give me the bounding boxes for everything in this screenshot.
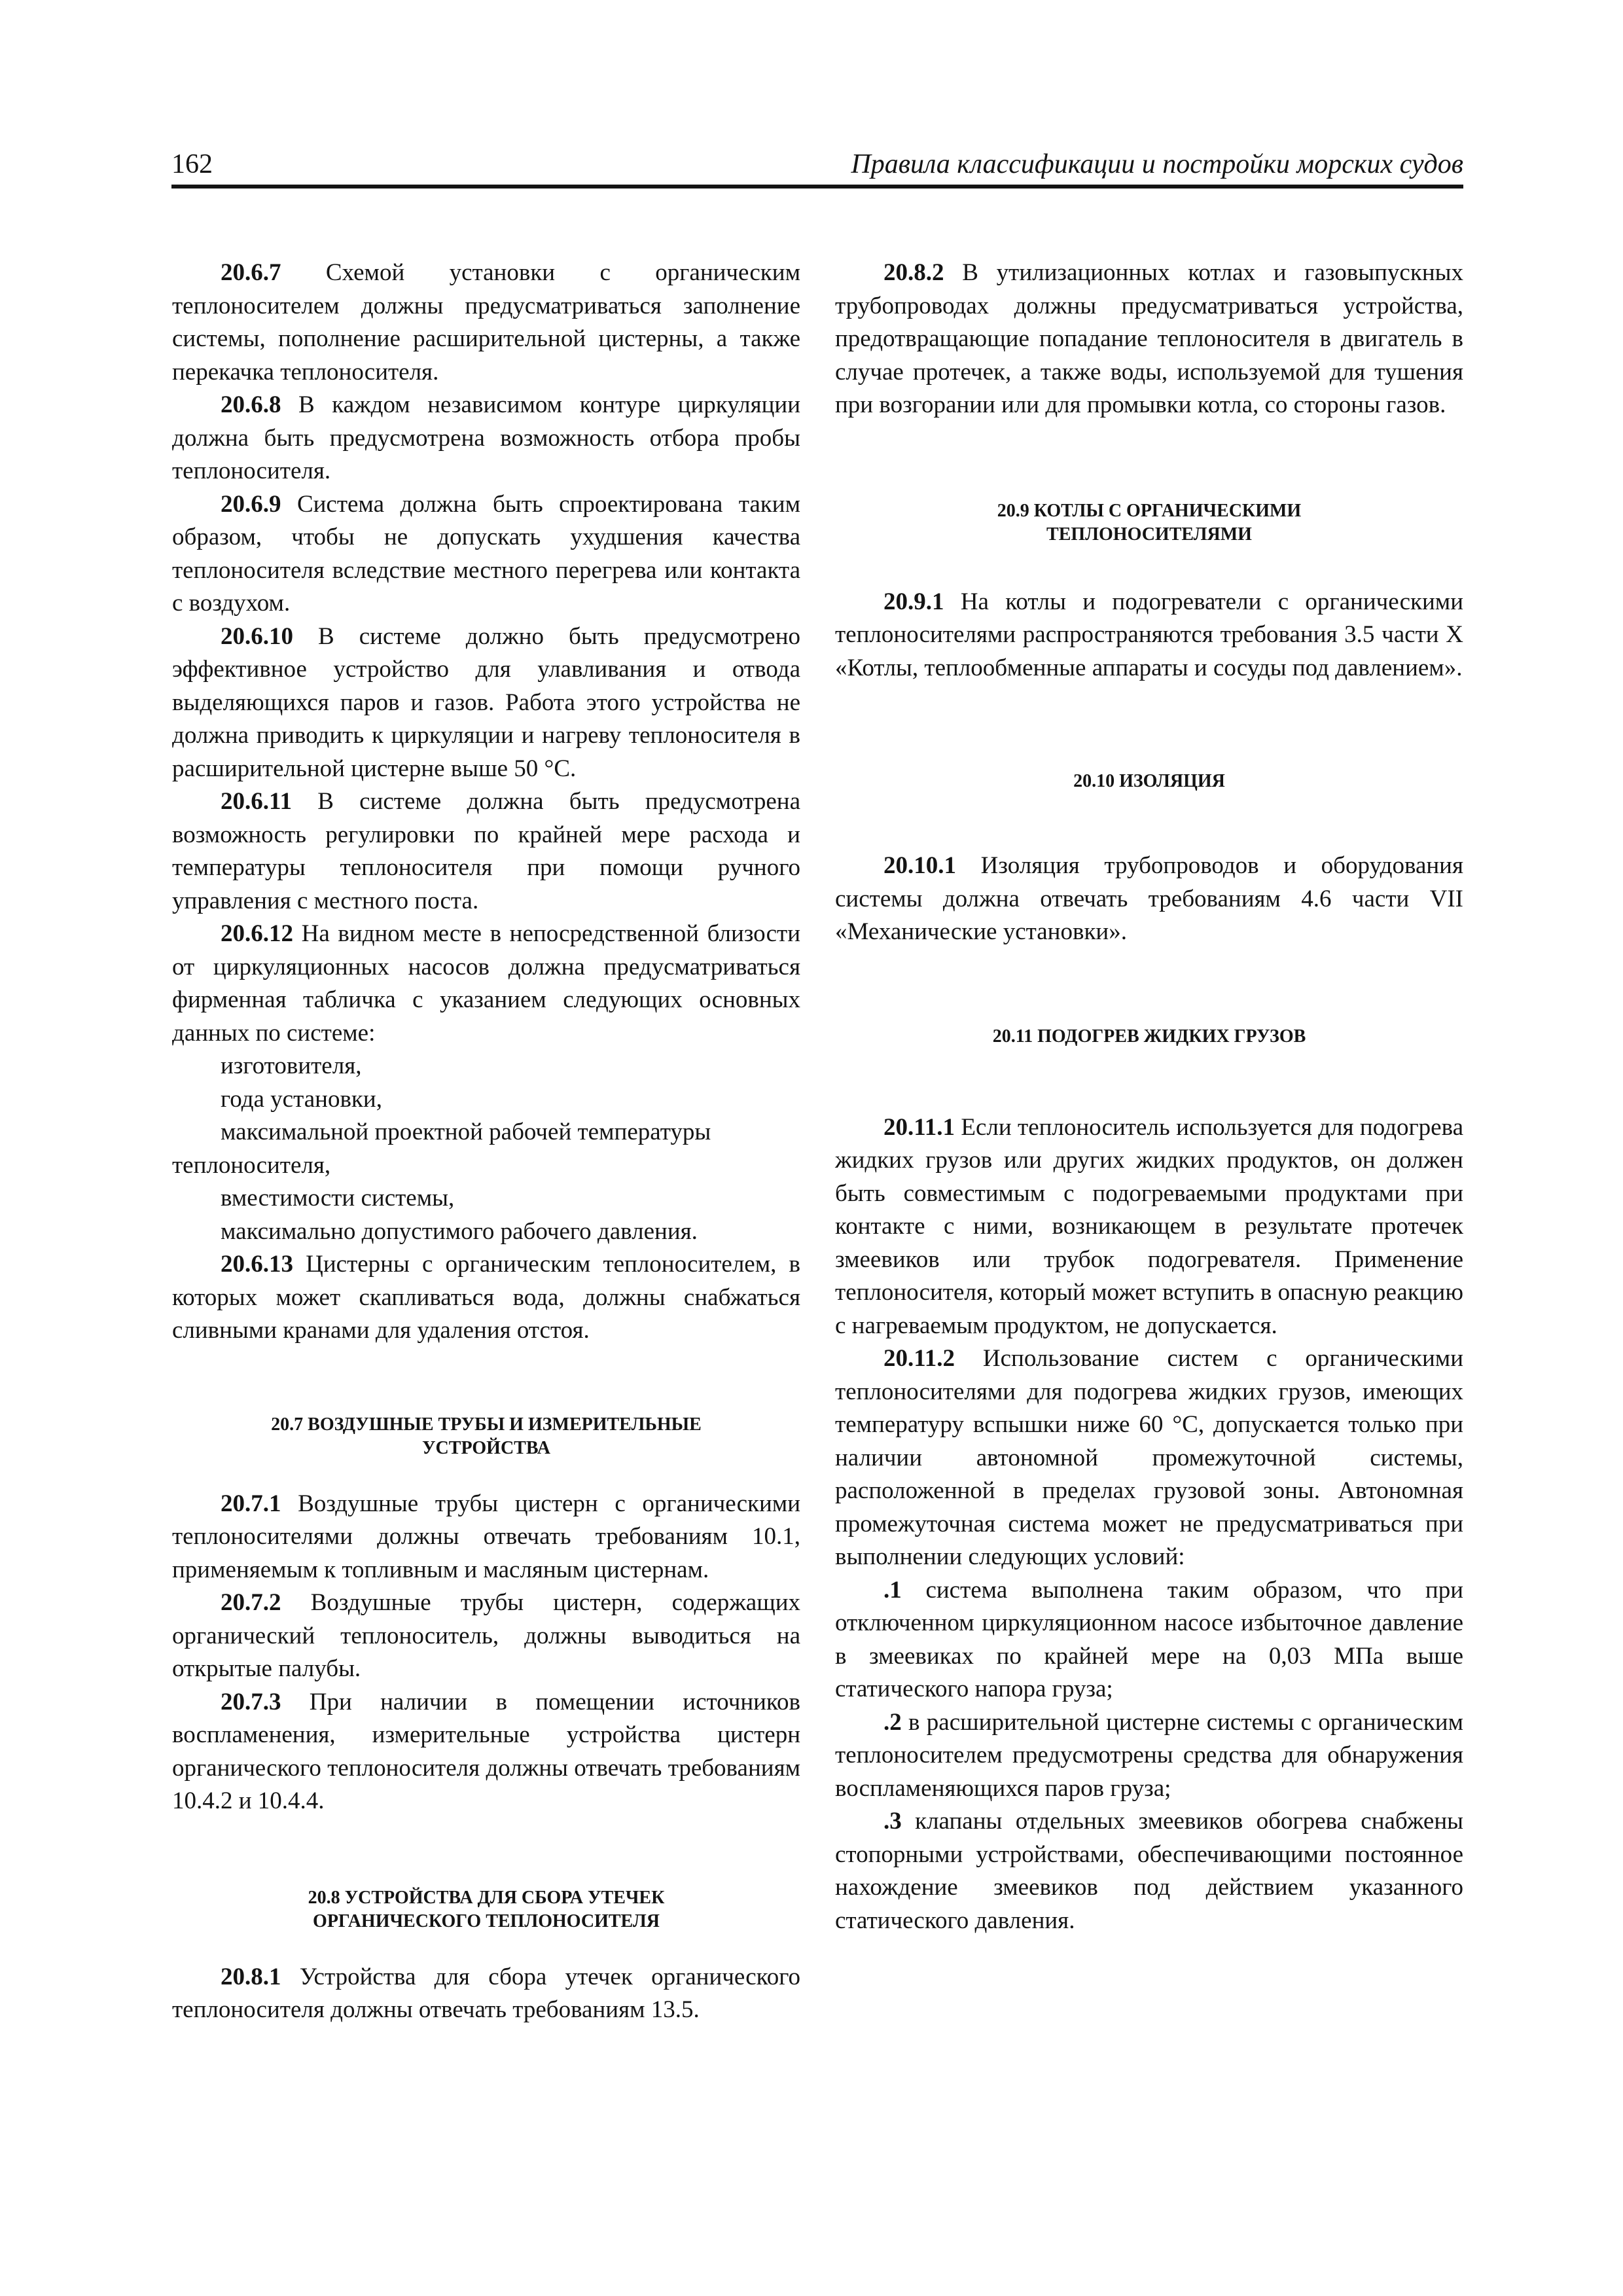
list-item: максимальной проектной рабочей температуры	[221, 1119, 711, 1145]
clause-text: Если теплоноситель используется для подогрева жидких грузов или других жидких продуктов, он должен быть совместимым с подогреваемыми продуктами при контакте с ними, возникающем в результате протечек змеевиков или трубок подогревателя. Применение теплоносителя, который может вступить в опасную реакцию с нагреваемым продуктом, не допускается.	[835, 1113, 1463, 1339]
clause-number: 20.6.7	[221, 259, 281, 286]
clause-text: На котлы и подогреватели с органическими теплоносителями распространяются требования 3.5 части X «Котлы, теплообменные аппараты и сосуды под давлением».	[835, 588, 1463, 681]
condition-2	[835, 1706, 1463, 1806]
list-item: года установки,	[221, 1085, 382, 1113]
clause-number: 20.7.3	[221, 1688, 281, 1715]
clause-number: 20.6.9	[221, 490, 281, 518]
clause-number: 20.6.11	[221, 788, 292, 815]
heading-line: УСТРОЙСТВА	[422, 1437, 550, 1458]
list-item: максимально допустимого рабочего давления.	[221, 1217, 698, 1245]
condition-text: клапаны отдельных змеевиков обогрева снабжены стопорными устройствами, обеспечивающими постоянное нахождение змеевиков под действием указанного статического давления.	[835, 1808, 1463, 1934]
page-number: 162	[171, 149, 213, 179]
paragraph-20-11-2	[835, 1342, 1463, 1574]
clause-number: 20.7.1	[221, 1490, 281, 1517]
clause-text: При наличии в помещении источников воспламенения, измерительные устройства цистерн органического теплоносителя должны отвечать требованиям 10.4.2 и 10.4.4.	[172, 1688, 800, 1814]
condition-text: в расширительной цистерне системы с органическим теплоносителем предусмотрены средства для обнаружения воспламеняющихся паров груза;	[835, 1708, 1463, 1802]
heading-line: 20.7 ВОЗДУШНЫЕ ТРУБЫ И ИЗМЕРИТЕЛЬНЫЕ	[271, 1414, 702, 1435]
paragraph-20-6-8	[172, 389, 800, 488]
heading-line: ТЕПЛОНОСИТЕЛЯМИ	[1046, 524, 1252, 545]
clause-number: 20.8.1	[221, 1963, 281, 1990]
paragraph-20-7-1	[172, 1488, 800, 1587]
heading-line: 20.11 ПОДОГРЕВ ЖИДКИХ ГРУЗОВ	[992, 1026, 1306, 1047]
section-heading-20-11	[835, 1025, 1463, 1049]
list-item-continuation: теплоносителя,	[172, 1151, 331, 1179]
right-column	[835, 257, 1463, 1937]
paragraph-20-8-1	[172, 1961, 800, 2027]
paragraph-20-10-1	[835, 850, 1463, 949]
paragraph-20-9-1	[835, 586, 1463, 685]
paragraph-20-6-12	[172, 918, 800, 1050]
paragraph-20-6-13	[172, 1248, 800, 1348]
paragraph-20-7-3	[172, 1686, 800, 1818]
paragraph-20-8-2	[835, 257, 1463, 422]
clause-text: Воздушные трубы цистерн с органическими теплоносителями должны отвечать требованиям 10.1, применяемым к топливным и масляным цистернам.	[172, 1490, 800, 1583]
clause-number: 20.6.12	[221, 920, 293, 947]
clause-number: 20.10.1	[883, 852, 956, 879]
clause-number: 20.11.1	[883, 1113, 955, 1141]
clause-text: Цистерны с органическим теплоносителем, в которых может скапливаться вода, должны снабжаться сливными кранами для удаления отстоя.	[172, 1251, 800, 1344]
clause-number: 20.7.2	[221, 1589, 281, 1616]
page-header	[171, 145, 1463, 188]
clause-number: 20.6.13	[221, 1251, 293, 1278]
clause-text: В утилизационных котлах и газовыпускных трубопроводах должны предусматриваться устройства, предотвращающие попадание теплоносителя в двигатель в случае протечек, а также воды, используемой для тушения при возгорании или для промывки котла, со стороны газов.	[835, 259, 1463, 418]
clause-text: Использование систем с органическими теплоносителями для подогрева жидких грузов, имеющих температуру вспышки ниже 60 °С, допускается только при наличии автономной промежуточной системы, расположенной в пределах грузовой зоны. Автономная промежуточная система может не предусматриваться при выполнении следующих условий:	[835, 1345, 1463, 1570]
left-column	[172, 257, 800, 2027]
paragraph-20-7-2	[172, 1587, 800, 1686]
heading-line: ОРГАНИЧЕСКОГО ТЕПЛОНОСИТЕЛЯ	[313, 1910, 660, 1931]
section-heading-20-7	[172, 1413, 800, 1460]
list-item: вместимости системы,	[221, 1185, 455, 1211]
clause-text: Схемой установки с органическим теплоносителем должны предусматриваться заполнение системы, пополнение расширительной цистерны, а также перекачка теплоносителя.	[172, 259, 800, 386]
section-heading-20-10	[835, 770, 1463, 793]
condition-number: .1	[883, 1576, 902, 1604]
clause-text: На видном месте в непосредственной близости от циркуляционных насосов должна предусматриваться фирменная табличка с указанием следующих основных данных по системе:	[172, 920, 800, 1047]
paragraph-20-6-7	[172, 257, 800, 389]
condition-3	[835, 1805, 1463, 1937]
clause-number: 20.6.8	[221, 391, 281, 418]
list-item: изготовителя,	[221, 1052, 362, 1079]
clause-number: 20.6.10	[221, 622, 293, 650]
paragraph-20-6-10	[172, 620, 800, 786]
heading-line: 20.9 КОТЛЫ С ОРГАНИЧЕСКИМИ	[997, 500, 1302, 521]
clause-number: 20.9.1	[883, 588, 944, 615]
clause-number: 20.8.2	[883, 259, 944, 286]
condition-number: .2	[883, 1708, 902, 1736]
clause-text: Изоляция трубопроводов и оборудования системы должна отвечать требованиям 4.6 части VII «Механические установки».	[835, 852, 1463, 945]
clause-text: Воздушные трубы цистерн, содержащих органический теплоноситель, должны выводиться на открытые палубы.	[172, 1589, 800, 1682]
clause-text: Система должна быть спроектирована таким образом, чтобы не допускать ухудшения качества теплоносителя вследствие местного перегрева или контакта с воздухом.	[172, 490, 800, 617]
condition-1	[835, 1574, 1463, 1706]
paragraph-20-11-1	[835, 1111, 1463, 1343]
clause-text: В системе должно быть предусмотрено эффективное устройство для улавливания и отвода выделяющихся паров и газов. Работа этого устройства не должна приводить к циркуляции и нагреву теплоносителя в расширительной цистерне выше 50 °С.	[172, 622, 800, 782]
section-heading-20-9	[835, 499, 1463, 547]
paragraph-20-6-9	[172, 488, 800, 620]
paragraph-20-6-11	[172, 785, 800, 918]
condition-text: система выполнена таким образом, что при отключенном циркуляционном насосе избыточное давление в змеевиках по крайней мере на 0,03 МПа выше статического напора груза;	[835, 1576, 1463, 1702]
heading-line: 20.8 УСТРОЙСТВА ДЛЯ СБОРА УТЕЧЕК	[308, 1887, 665, 1908]
section-heading-20-8	[172, 1886, 800, 1933]
running-title: Правила классификации и постройки морских судов	[851, 149, 1463, 179]
clause-number: 20.11.2	[883, 1345, 955, 1372]
clause-text: В каждом независимом контуре циркуляции должна быть предусмотрена возможность отбора пробы теплоносителя.	[172, 391, 800, 484]
heading-line: 20.10 ИЗОЛЯЦИЯ	[1073, 771, 1225, 791]
clause-text: Устройства для сбора утечек органического теплоносителя должны отвечать требованиям 13.5.	[172, 1963, 800, 2023]
condition-number: .3	[883, 1808, 902, 1835]
clause-text: В системе должна быть предусмотрена возможность регулировки по крайней мере расхода и температуры теплоносителя при помощи ручного управления с местного поста.	[172, 788, 800, 914]
